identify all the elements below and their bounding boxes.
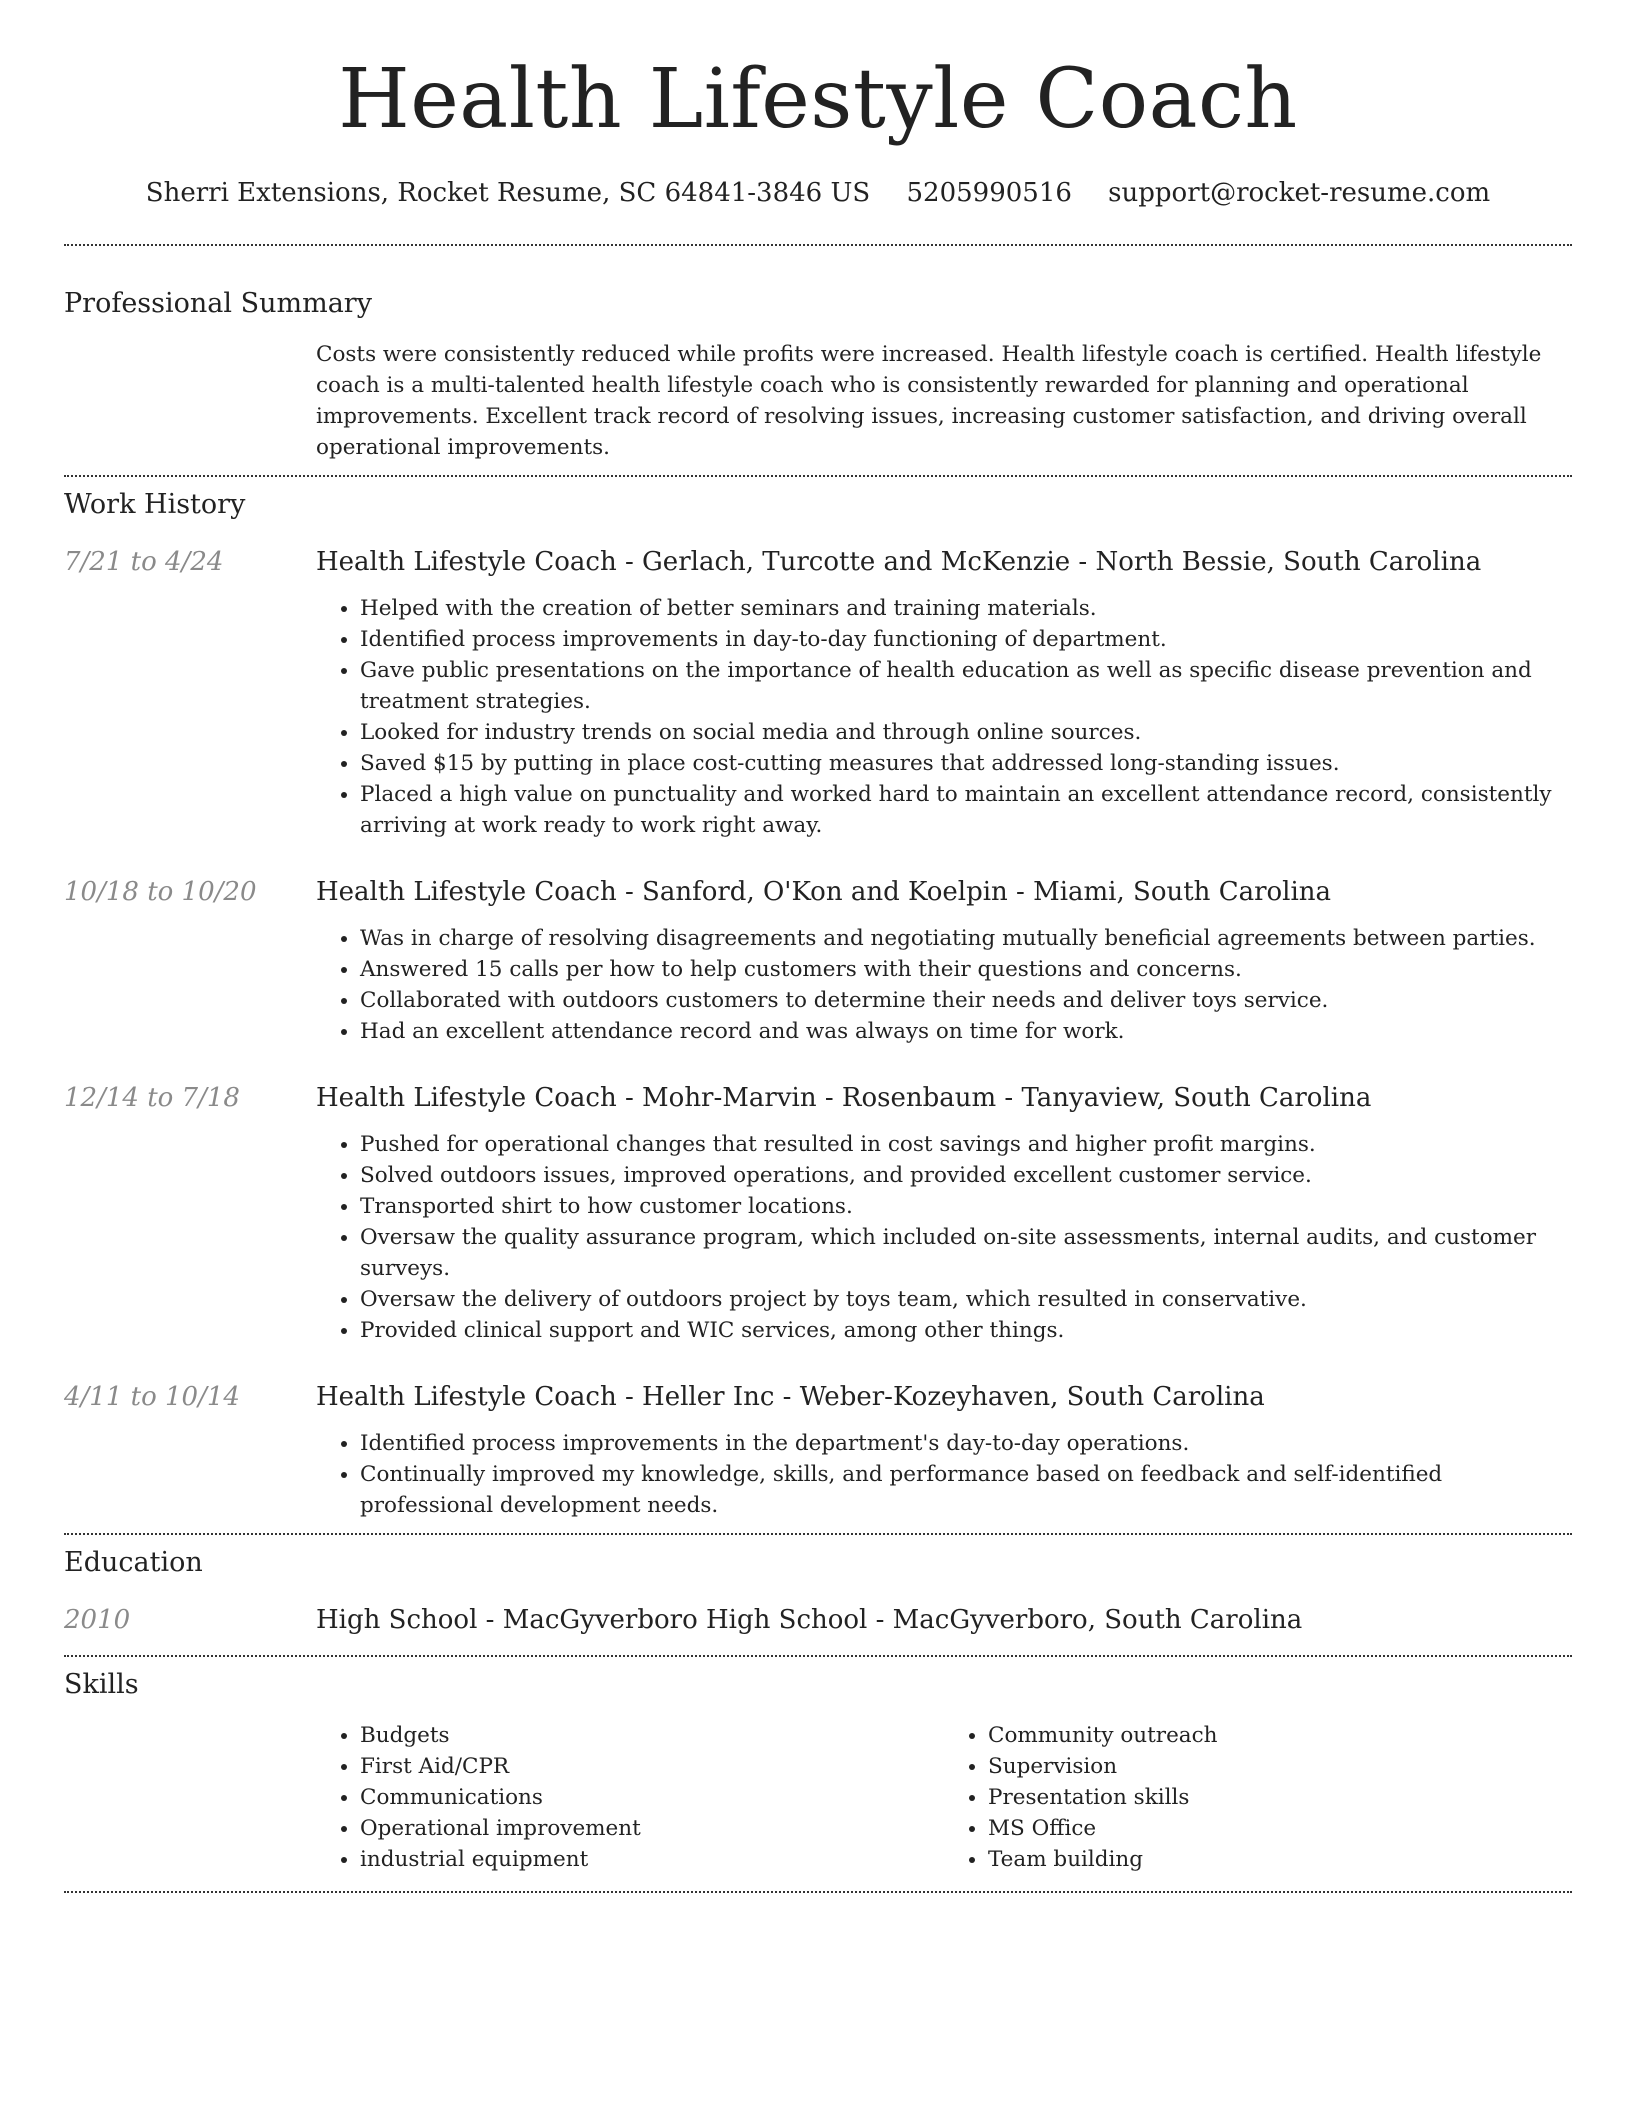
job-title: Health Lifestyle Coach - Sanford, O'Kon and Koelpin - Miami, South Carolina [316, 877, 1332, 907]
summary-heading: Professional Summary [64, 288, 372, 319]
education-section [64, 1535, 1572, 1637]
job-bullet: • Transported shirt to how customer locations. [360, 1191, 1572, 1222]
skill-item: • Presentation skills [988, 1782, 1572, 1813]
skills-section [64, 1657, 1572, 1875]
education-title: High School - MacGyverboro High School - MacGyverboro, South Carolina [316, 1605, 1303, 1635]
job-bullet: • Oversaw the delivery of outdoors project by toys team, which resulted in conservative. [360, 1284, 1572, 1315]
summary-section [64, 246, 1572, 463]
skill-item: • Community outreach [988, 1720, 1572, 1751]
job-title: Health Lifestyle Coach - Gerlach, Turcotte and McKenzie - North Bessie, South Carolina [316, 547, 1482, 577]
skills-list-left [316, 1720, 944, 1875]
divider [64, 1891, 1572, 1893]
job-bullet: • Saved $15 by putting in place cost-cutting measures that addressed long-standing issues. [360, 748, 1572, 779]
skill-item: • MS Office [988, 1813, 1572, 1844]
education-year: 2010 [64, 1605, 131, 1635]
skill-item: • Budgets [360, 1720, 944, 1751]
job-bullet: • Identified process improvements in the department's day-to-day operations. [360, 1428, 1572, 1459]
job-bullet: • Solved outdoors issues, improved operations, and provided excellent customer service. [360, 1160, 1572, 1191]
job-dates: 12/14 to 7/18 [64, 1083, 240, 1113]
summary-text: Costs were consistently reduced while profits were increased. Health lifestyle coach is certified. Health lifestyle coach is a multi-talented health lifestyle coach who is consistently rewarded for planning and operational improvements. Excellent track record of resolving issues, increasing customer satisfaction, and driving overall operational improvements. [316, 342, 1542, 460]
job-title: Health Lifestyle Coach - Heller Inc - Weber-Kozeyhaven, South Carolina [316, 1382, 1265, 1412]
education-entry [64, 1603, 1572, 1637]
skill-item: • Communications [360, 1782, 944, 1813]
resume-name: Health Lifestyle Coach [338, 52, 1298, 147]
job-bullet: • Gave public presentations on the importance of health education as well as specific disease prevention and treatment strategies. [360, 655, 1572, 717]
work-history-heading: Work History [64, 489, 246, 520]
job-bullets [316, 1129, 1572, 1346]
job-bullet: • Answered 15 calls per how to help customers with their questions and concerns. [360, 954, 1572, 985]
job-bullet: • Placed a high value on punctuality and worked hard to maintain an excellent attendance record, consistently arriving at work ready to work right away. [360, 779, 1572, 841]
work-history-section [64, 477, 1572, 1521]
job-entry [64, 545, 1572, 841]
skill-item: • industrial equipment [360, 1844, 944, 1875]
job-bullet: • Helped with the creation of better seminars and training materials. [360, 593, 1572, 624]
job-bullets [316, 1428, 1572, 1521]
job-entry [64, 875, 1572, 1047]
job-dates: 4/11 to 10/14 [64, 1382, 240, 1412]
resume-page [64, 0, 1572, 1893]
contact-phone: 5205990516 [906, 178, 1072, 208]
education-heading: Education [64, 1547, 203, 1578]
job-bullets [316, 593, 1572, 841]
contact-address: Sherri Extensions, Rocket Resume, SC 64841-3846 US [145, 178, 871, 208]
job-dates: 10/18 to 10/20 [64, 877, 257, 907]
job-bullet: • Pushed for operational changes that resulted in cost savings and higher profit margins. [360, 1129, 1572, 1160]
skill-item: • First Aid/CPR [360, 1751, 944, 1782]
skill-item: • Supervision [988, 1751, 1572, 1782]
job-bullet: • Was in charge of resolving disagreements and negotiating mutually beneficial agreements between parties. [360, 923, 1572, 954]
job-title: Health Lifestyle Coach - Mohr-Marvin - Rosenbaum - Tanyaview, South Carolina [316, 1083, 1372, 1113]
job-bullet: • Had an excellent attendance record and was always on time for work. [360, 1016, 1572, 1047]
job-bullets [316, 923, 1572, 1047]
job-bullet: • Collaborated with outdoors customers to determine their needs and deliver toys service. [360, 985, 1572, 1016]
skill-item: • Team building [988, 1844, 1572, 1875]
skills-list-right [944, 1720, 1572, 1875]
job-bullet: • Identified process improvements in day-to-day functioning of department. [360, 624, 1572, 655]
job-bullet: • Looked for industry trends on social media and through online sources. [360, 717, 1572, 748]
job-dates: 7/21 to 4/24 [64, 547, 224, 577]
contact-email: support@rocket-resume.com [1108, 178, 1491, 208]
contact-line [64, 176, 1572, 210]
job-entry [64, 1380, 1572, 1521]
job-bullet: • Oversaw the quality assurance program, which included on-site assessments, internal audits, and customer surveys. [360, 1222, 1572, 1284]
job-bullet: • Provided clinical support and WIC services, among other things. [360, 1315, 1572, 1346]
skill-item: • Operational improvement [360, 1813, 944, 1844]
job-entry [64, 1081, 1572, 1346]
job-bullet: • Continually improved my knowledge, skills, and performance based on feedback and self-identified professional development needs. [360, 1459, 1572, 1521]
skills-heading: Skills [64, 1669, 139, 1700]
